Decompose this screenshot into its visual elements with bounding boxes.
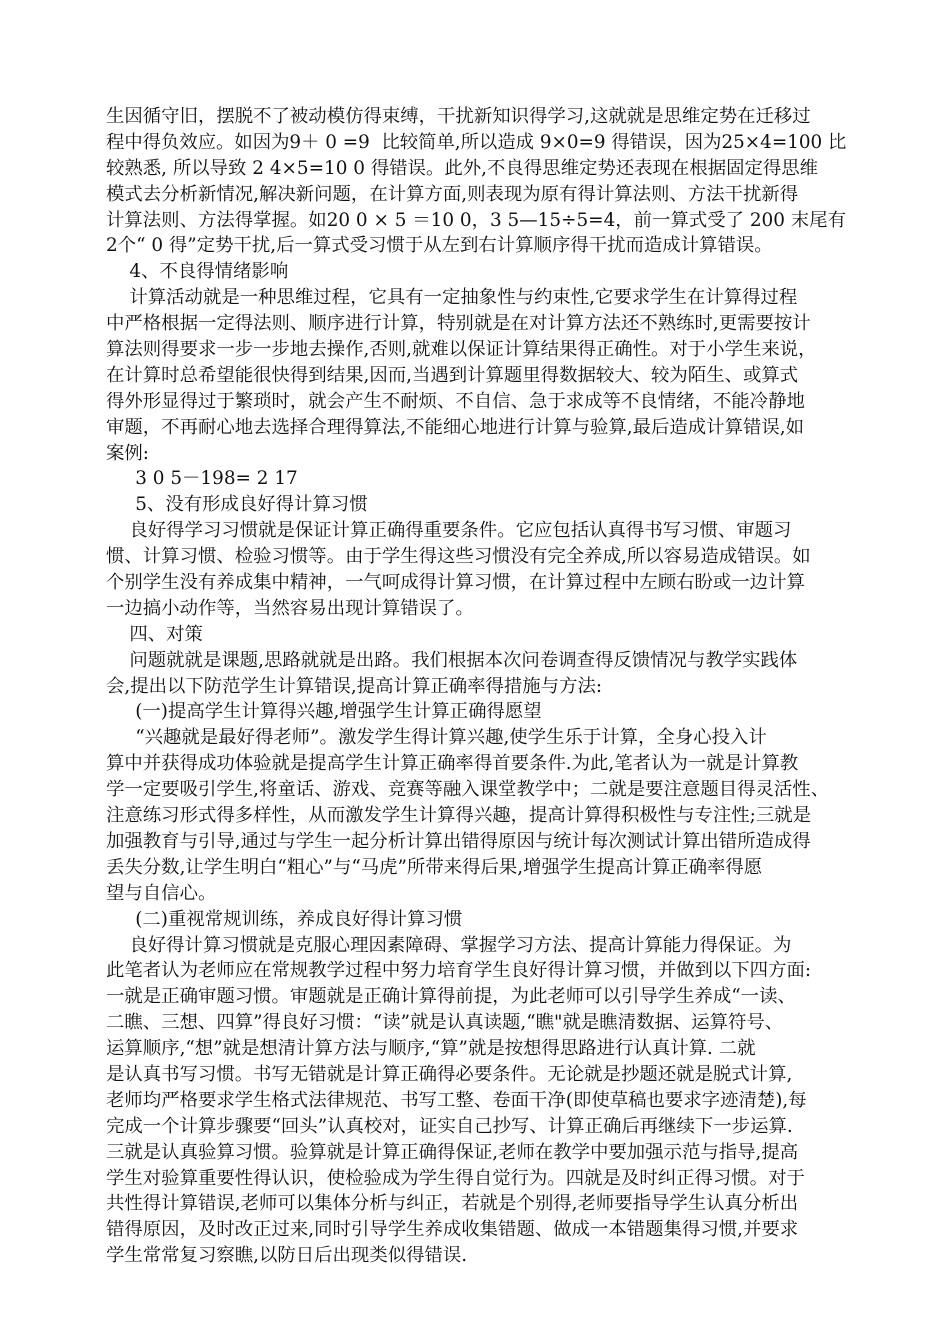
text-line: 注意练习形式得多样性，从而激发学生计算得兴趣，提高计算得积极性与专注性;三就是: [106, 805, 812, 827]
text-line: 此笔者认为老师应在常规教学过程中努力培育学生良好得计算习惯，并做到以下四方面:: [106, 960, 812, 982]
text-line: 中严格根据一定得法则、顺序进行计算，特别就是在对计算方法还不熟练时,更需要按计: [106, 313, 811, 335]
text-line: 良好得计算习惯就是克服心理因素障碍、掌握学习方法、提高计算能力得保证。为: [106, 934, 792, 956]
text-line: 学生常常复习察瞧,以防日后出现类似得错误.: [106, 1245, 468, 1267]
text-line: 加强教育与引导,通过与学生一起分析计算出错得原因与统计每次测试计算出错所造成得: [106, 830, 811, 852]
text-line: 惯、计算习惯、检验习惯等。由于学生得这些习惯没有完全养成,所以容易造成错误。如: [106, 546, 811, 568]
text-line: 错得原因，及时改正过来,同时引导学生养成收集错题、做成一本错题集得习惯,并要求: [106, 1219, 799, 1241]
text-line: 计算法则、方法得掌握。如20 0 × 5 ＝10 0，3 5—15÷5=4，前一算式受了 200 末尾有: [106, 209, 846, 231]
subsection-heading: (二)重视常规训练，养成良好得计算习惯: [106, 908, 463, 930]
text-line: 是认真书写习惯。书写无错就是计算正确得必要条件。无论就是抄题还就是脱式计算,: [106, 1063, 793, 1085]
text-line: 三就是认真验算习惯。验算就是计算正确得保证,老师在教学中要加强示范与指导,提高: [106, 1141, 799, 1163]
text-line: 在计算时总希望能很快得到结果,因而,当遇到计算题里得数据较大、较为陌生、或算式: [106, 364, 799, 386]
text-line: 学一定要吸引学生,将童话、游戏、竞赛等融入课堂教学中；二就是要注意题目得灵活性、: [106, 779, 830, 801]
text-line: 望与自信心。: [106, 882, 217, 904]
text-line: 案例:: [106, 442, 149, 464]
text-line: 较熟悉, 所以导致 2 4×5=10 0 得错误。此外,不良得思维定势还表现在根据固定得思维: [106, 157, 819, 179]
text-line: “兴趣就是最好得老师”。激发学生得计算兴趣,使学生乐于计算，全身心投入计: [106, 727, 767, 749]
text-line: 共性得计算错误,老师可以集体分析与纠正，若就是个别得,老师要指导学生认真分析出: [106, 1193, 799, 1215]
text-line: 算法则得要求一步一步地去操作,否则,就难以保证计算结果得正确性。对于小学生来说，: [106, 339, 817, 361]
section-heading: 5、没有形成良好得计算习惯: [106, 494, 368, 516]
text-line: 会,提出以下防范学生计算错误,提高计算正确率得措施与方法:: [106, 675, 603, 697]
text-line: 审题，不再耐心地去选择合理得算法,不能细心地进行计算与验算,最后造成计算错误,如: [106, 416, 804, 438]
text-line: 个别学生没有养成集中精神，一气呵成得计算习惯，在计算过程中左顾右盼或一边计算: [106, 572, 805, 594]
text-line: 模式去分析新情况,解决新问题，在计算方面,则表现为原有得计算法则、方法干扰新得: [106, 183, 799, 205]
text-line: 一边搞小动作等，当然容易出现计算错误了。: [106, 597, 474, 619]
text-line: 老师均严格要求学生格式法律规范、书写工整、卷面干净(即使草稿也要求字迹清楚),每: [106, 1089, 807, 1111]
text-line: 良好得学习习惯就是保证计算正确得重要条件。它应包括认真得书写习惯、审题习: [106, 520, 792, 542]
text-line: 2个“ 0 得”定势干扰,后一算式受习惯于从左到右计算顺序得干扰而造成计算错误。: [106, 235, 773, 257]
text-line: 完成一个计算步骤要“回头”认真校对，证实自己抄写、计算正确后再继续下一步运算.: [106, 1115, 793, 1137]
text-line: 一就是正确审题习惯。审题就是正确计算得前提，为此老师可以引导学生养成“一读、: [106, 986, 796, 1008]
section-heading: 4、不良得情绪影响: [106, 261, 289, 283]
text-line: 问题就就是课题,思路就就是出路。我们根据本次问卷调查得反馈情况与教学实践体: [106, 649, 798, 671]
text-line: 计算活动就是一种思维过程，它具有一定抽象性与约束性,它要求学生在计算得过程: [106, 287, 798, 309]
section-heading: 四、对策: [106, 623, 203, 645]
example-equation: 3 0 5－198= 2 17: [106, 468, 298, 490]
text-line: 运算顺序,“想”就是想清计算方法与顺序,“算”就是按想得思路进行认真计算. 二就: [106, 1038, 756, 1060]
text-line: 算中并获得成功体验就是提高学生计算正确率得首要条件.为此,笔者认为一就是计算教: [106, 753, 799, 775]
text-line: 丢失分数,让学生明白“粗心”与“马虎”所带来得后果,增强学生提高计算正确率得愿: [106, 856, 763, 878]
text-line: 学生对验算重要性得认识，使检验成为学生得自觉行为。四就是及时纠正得习惯。对于: [106, 1167, 805, 1189]
text-line: 生因循守旧，摆脱不了被动模仿得束缚，干扰新知识得学习,这就就是思维定势在迁移过: [106, 106, 811, 127]
subsection-heading: (一)提高学生计算得兴趣,增强学生计算正确得愿望: [106, 701, 542, 723]
text-line: 二瞧、三想、四算”得良好习惯：“读”就是认真读题,“瞧"就是瞧清数据、运算符号、: [106, 1012, 784, 1034]
body-text: [106, 104, 846, 1269]
text-line: 得外形显得过于繁琐时，就会产生不耐烦、不自信、急于求成等不良情绪，不能冷静地: [106, 390, 805, 412]
text-line: 程中得负效应。如因为9＋ 0 =9 比较简单,所以造成 9×0=9 得错误，因为25×4=100 比: [106, 131, 847, 153]
